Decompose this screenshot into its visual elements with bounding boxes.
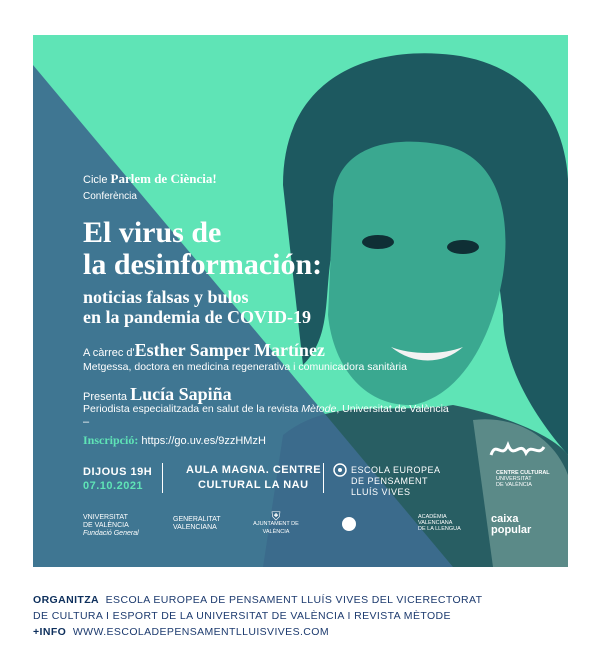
footer-organitza-2: DE CULTURA I ESPORT DE LA UNIVERSITAT DE VALÈNCIA I REVISTA MÈTODE [33,610,451,622]
ajuntament-logo: ⛨ AJUNTAMENT DE VALÈNCIA [241,512,311,536]
event-day: DIJOUS 19H [83,466,153,478]
venue-line-2: CULTURAL LA NAU [198,479,309,491]
eep-name: ESCOLA EUROPEA DE PENSAMENT LLUÍS VIVES [351,465,441,497]
presenter-name: Lucía Sapiña [130,384,232,404]
speaker-role: Metgessa, doctora en medicina regenerativa i comunicadora sanitària [83,361,407,373]
divider [323,463,324,493]
venue-line-1: AULA MAGNA. CENTRE [186,464,322,476]
speaker-line: A càrrec d'Esther Samper Martínez [83,340,325,360]
divider [162,463,163,493]
event-type: Conferència [83,191,137,202]
registration-line [83,433,266,448]
presenter-line: Presenta Lucía Sapiña [83,384,232,404]
footer-info: +INFO WWW.ESCOLADEPENSAMENTLLUISVIVES.COM [33,626,329,638]
event-poster [33,35,568,567]
event-date: 07.10.2021 [83,480,144,492]
avl-logo: ACADÈMIA VALENCIANA DE LA LLENGUA [418,514,461,532]
centre-cultural-logo: CENTRE CULTURAL UNIVERSITAT DE VALÈNCIA [488,435,550,488]
website-link[interactable]: WWW.ESCOLADEPENSAMENTLLUISVIVES.COM [72,626,329,638]
sponsor-logos [83,510,553,546]
subtitle-line-1: noticias falsas y bulos [83,287,249,307]
speaker-name: Esther Samper Martínez [134,340,325,360]
eep-logo-icon [333,463,347,477]
caixa-popular-logo: caixa popular [491,513,532,536]
presenter-role: Periodista especialitzada en salut de la revista Mètode, Universitat de València [83,403,449,415]
metode-logo-icon [341,516,357,532]
footer-organitza-1: ORGANITZA ESCOLA EUROPEA DE PENSAMENT LLUÍS VIVES DEL VICERECTORAT [33,594,483,606]
uv-logo: VNIVERSITAT DE VALÈNCIA Fundació General [83,514,139,537]
shield-icon: ⛨ [271,509,281,523]
title-line-2: la desinformación: [83,248,323,281]
registration-link[interactable]: https://go.uv.es/9zzHMzH [141,435,266,447]
registration-label: Inscripció: [83,433,139,447]
title-line-1: El virus de [83,216,222,249]
separator-dash: – [83,416,90,428]
generalitat-logo: GENERALITAT VALENCIANA [173,516,221,531]
cicle-label: Cicle Parlem de Ciència! [83,171,217,186]
cicle-name: Parlem de Ciència! [110,171,217,186]
subtitle-line-2: en la pandemia de COVID-19 [83,307,312,327]
centre-cultural-icon [488,435,548,465]
